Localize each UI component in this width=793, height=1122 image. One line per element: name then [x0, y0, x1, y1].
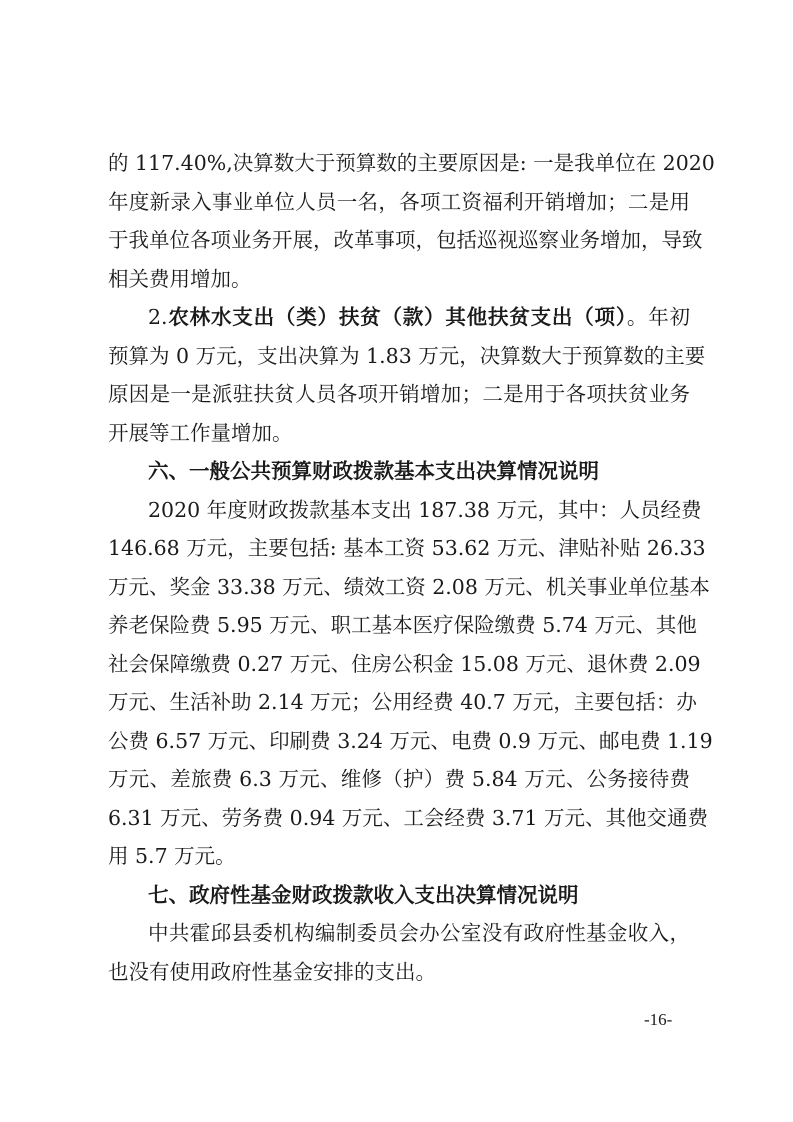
section-heading: 七、政府性基金财政拨款收入支出决算情况说明: [148, 882, 579, 907]
text-line: 万元、奖金 33.38 万元、绩效工资 2.08 万元、机关事业单位基本: [108, 574, 710, 599]
text-line: 6.31 万元、劳务费 0.94 万元、工会经费 3.71 万元、其他交通费: [108, 805, 709, 830]
item-number: 2.: [148, 305, 168, 329]
text-line: 也没有使用政府性基金安排的支出。: [108, 959, 436, 984]
text-line: 2020 年度财政拨款基本支出 187.38 万元，其中：人员经费: [148, 497, 702, 522]
item-heading: 农林水支出（类）扶贫（款）其他扶贫支出（项）: [167, 305, 627, 329]
text-line: 原因是一是派驻扶贫人员各项开销增加；二是用于各项扶贫业务: [108, 382, 690, 406]
text-line: 年度新录入事业单位人员一名，各项工资福利开销增加；二是用: [108, 189, 690, 214]
page-number: -16-: [644, 1010, 673, 1029]
text-line: 相关费用增加。: [108, 266, 252, 291]
text-line: 万元、生活补助 2.14 万元；公用经费 40.7 万元，主要包括：办: [108, 690, 697, 714]
document-page: [108, 146, 715, 993]
paragraph-agriculture: [108, 300, 706, 454]
section-6: [108, 454, 713, 878]
section-7: [108, 878, 690, 994]
text-line: 养老保险费 5.95 万元、职工基本医疗保险缴费 5.74 万元、其他: [108, 613, 697, 637]
text-line: 预算为 0 万元，支出决算为 1.83 万元，决算数大于预算数的主要: [108, 343, 706, 368]
text-line: 的 117.40%,决算数大于预算数的主要原因是: 一是我单位在 2020: [108, 151, 715, 175]
text-line: [108, 300, 690, 339]
text-line: 万元、差旅费 6.3 万元、维修（护）费 5.84 万元、公务接待费: [108, 767, 690, 791]
text-line: 社会保障缴费 0.27 万元、住房公积金 15.08 万元、退休费 2.09: [108, 651, 701, 676]
text-line: 146.68 万元，主要包括: 基本工资 53.62 万元、津贴补贴 26.33: [108, 536, 706, 560]
text-line: 中共霍邱县委机构编制委员会办公室没有政府性基金收入，: [148, 921, 690, 945]
text-line: 于我单位各项业务开展，改革事项，包括巡视巡察业务增加，导致: [108, 228, 703, 252]
section-heading: 六、一般公共预算财政拨款基本支出决算情况说明: [148, 459, 599, 483]
text-line: 开展等工作量增加。: [108, 420, 293, 445]
text-line: 用 5.7 万元。: [108, 844, 236, 868]
text-fragment: 。年初: [626, 305, 691, 329]
paragraph-reasons: [108, 146, 715, 300]
text-line: 公费 6.57 万元、印刷费 3.24 万元、电费 0.9 万元、邮电费 1.19: [108, 728, 713, 753]
